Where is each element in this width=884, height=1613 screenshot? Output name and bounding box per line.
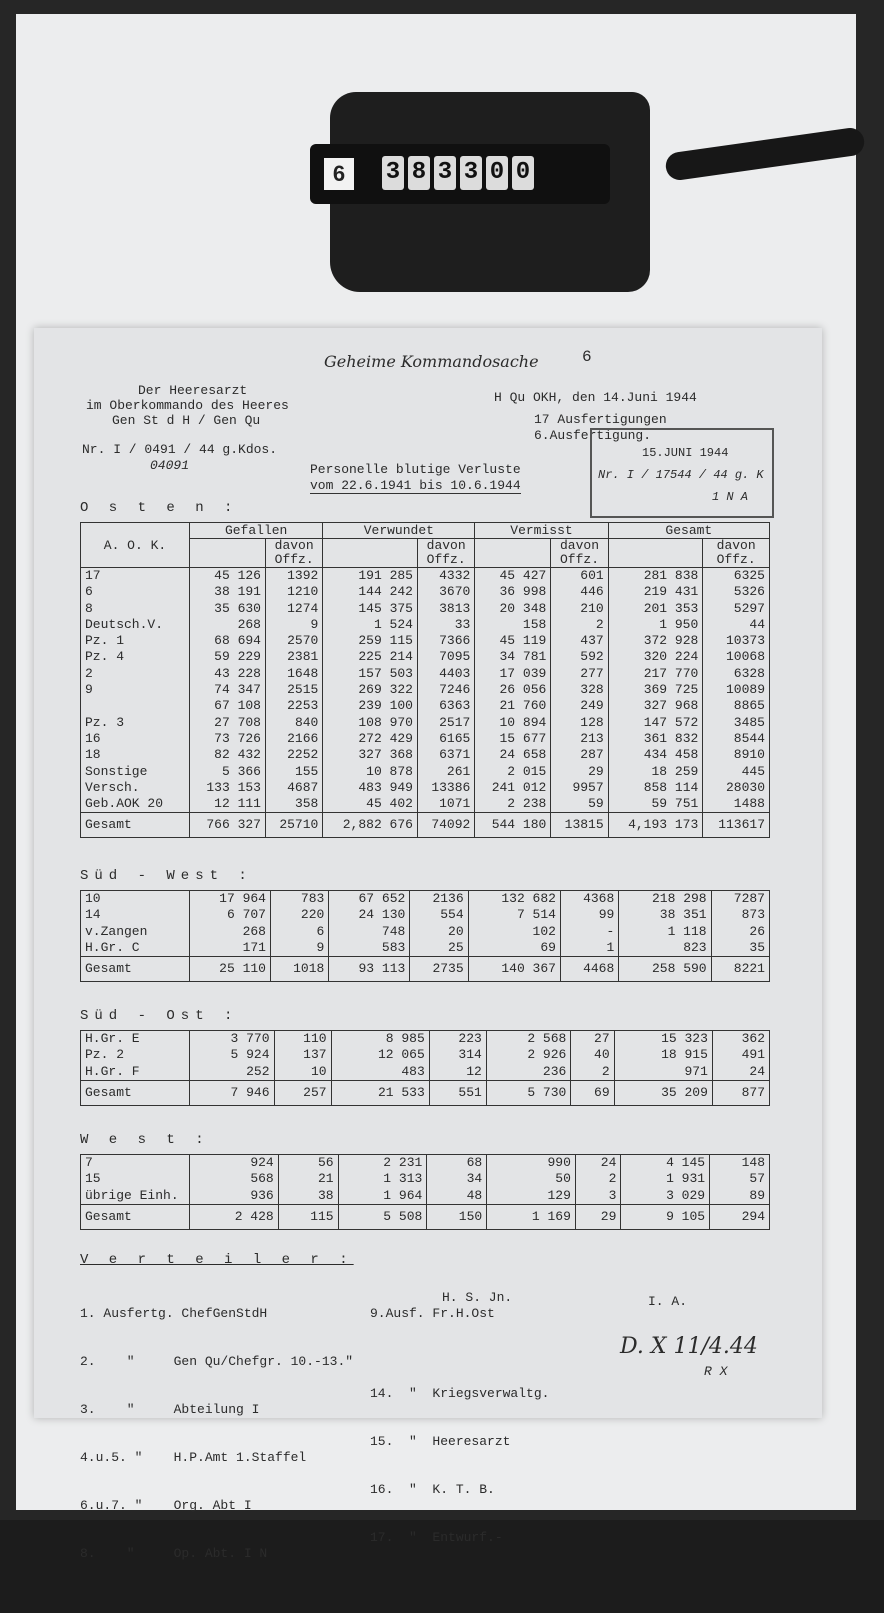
cell-list: 15 323 18 915 971 bbox=[614, 1031, 712, 1081]
distribution-item: 4.u.5. " H.P.Amt 1.Staffel bbox=[80, 1450, 307, 1465]
distribution-item: H. S. Jn. bbox=[442, 1290, 513, 1305]
total-cell: 5 508 bbox=[338, 1204, 427, 1229]
cell-list: H.Gr. E Pz. 2 H.Gr. F bbox=[81, 1031, 190, 1081]
cell-list: 56 21 38 bbox=[278, 1155, 338, 1205]
cell-list: 7287 873 26 35 bbox=[711, 891, 769, 957]
distribution-item: 17. " Entwurf.- bbox=[370, 1530, 503, 1545]
counter-digit: 8 bbox=[408, 156, 430, 190]
cell-list: 3 770 5 924 252 bbox=[190, 1031, 275, 1081]
cell-list: 67 652 24 130 748 583 bbox=[329, 891, 410, 957]
copies-line: 17 Ausfertigungen bbox=[534, 412, 667, 427]
column-header: Gesamt bbox=[608, 523, 769, 539]
column-subheader bbox=[190, 539, 266, 568]
stamp-initials: 1 N A bbox=[712, 490, 749, 504]
losses-table-sued-west bbox=[80, 890, 770, 982]
receipt-stamp bbox=[590, 428, 774, 518]
table-body bbox=[81, 1155, 770, 1205]
cell-list: 10 14 v.Zangen H.Gr. C bbox=[81, 891, 190, 957]
cell-list: 148 57 89 bbox=[710, 1155, 770, 1205]
column-header: A. O. K. bbox=[81, 523, 190, 568]
subject-line: Personelle blutige Verluste bbox=[310, 462, 521, 477]
column-subheader: davon Offz. bbox=[551, 539, 608, 568]
cell-list: 2 231 1 313 1 964 bbox=[338, 1155, 427, 1205]
total-cell: Gesamt bbox=[81, 1204, 190, 1229]
column-subheader bbox=[608, 539, 703, 568]
total-cell: 4468 bbox=[560, 957, 618, 982]
issuer-line: im Oberkommando des Heeres bbox=[86, 398, 289, 413]
counter-digit: 3 bbox=[460, 156, 482, 190]
counter-digit: 0 bbox=[512, 156, 534, 190]
total-cell: Gesamt bbox=[81, 813, 190, 838]
distribution-item: 14. " Kriegsverwaltg. bbox=[370, 1386, 550, 1401]
distribution-left bbox=[80, 1274, 353, 1594]
column-subheader: davon Offz. bbox=[265, 539, 322, 568]
cell-list: 8 985 12 065 483 bbox=[331, 1031, 429, 1081]
total-cell: 257 bbox=[274, 1080, 331, 1105]
subject-line: vom 22.6.1941 bis 10.6.1944 bbox=[310, 478, 521, 493]
signature-ia: I. A. bbox=[648, 1294, 688, 1309]
cell-list: 191 285 144 242 145 375 1 524 259 115 225 214 157 503 269 322 239 100 108 970 272 429 327 368 10 878 483 949 45 402 bbox=[323, 568, 418, 813]
table-body bbox=[81, 568, 770, 813]
cell-list: 990 50 129 bbox=[487, 1155, 576, 1205]
distribution-item: 16. " K. T. B. bbox=[370, 1482, 495, 1497]
total-cell: 9 105 bbox=[621, 1204, 710, 1229]
total-cell: 25710 bbox=[265, 813, 322, 838]
signature: D. X 11/4.44 bbox=[620, 1334, 758, 1359]
table-body bbox=[81, 1031, 770, 1081]
total-cell: 4,193 173 bbox=[608, 813, 703, 838]
cell-list: 7 15 übrige Einh. bbox=[81, 1155, 190, 1205]
distribution-title: V e r t e i l e r : bbox=[80, 1252, 354, 1268]
cell-list: 110 137 10 bbox=[274, 1031, 331, 1081]
total-cell: 2 428 bbox=[190, 1204, 279, 1229]
distribution-item: 9.Ausf. Fr.H.Ost bbox=[370, 1306, 495, 1321]
column-subheader: davon Offz. bbox=[417, 539, 474, 568]
cell-list: 223 314 12 bbox=[429, 1031, 486, 1081]
total-cell: Gesamt bbox=[81, 1080, 190, 1105]
distribution-item: 3. " Abteilung I bbox=[80, 1402, 260, 1417]
cell-list: 24 2 3 bbox=[575, 1155, 620, 1205]
total-cell: 115 bbox=[278, 1204, 338, 1229]
total-cell: 877 bbox=[712, 1080, 769, 1105]
issuer-line: Der Heeresarzt bbox=[138, 383, 248, 398]
document-page bbox=[34, 328, 822, 1561]
total-cell: 2,882 676 bbox=[323, 813, 418, 838]
counter-lever: 6 bbox=[324, 158, 354, 190]
counter-digit: 0 bbox=[486, 156, 508, 190]
total-cell: 13815 bbox=[551, 813, 608, 838]
total-cell: 69 bbox=[571, 1080, 614, 1105]
total-cell: 1 169 bbox=[487, 1204, 576, 1229]
distribution-item: 8. " Op. Abt. I N bbox=[80, 1546, 268, 1561]
total-cell: 74092 bbox=[417, 813, 474, 838]
column-header: Gefallen bbox=[190, 523, 323, 539]
distribution-item: 2. " Gen Qu/Chefgr. 10.-13." bbox=[80, 1354, 354, 1369]
cell-list: 2136 554 20 25 bbox=[410, 891, 468, 957]
total-cell: 5 730 bbox=[486, 1080, 571, 1105]
total-row bbox=[81, 957, 770, 982]
cell-list: 4 145 1 931 3 029 bbox=[621, 1155, 710, 1205]
cell-list: 45 126 38 191 35 630 268 68 694 59 229 43 228 74 347 67 108 27 708 73 726 82 432 5 366 133 153 12 111 bbox=[190, 568, 266, 813]
losses-table-sued-ost bbox=[80, 1030, 770, 1106]
total-cell: 21 533 bbox=[331, 1080, 429, 1105]
frame-counter bbox=[310, 92, 670, 297]
total-row bbox=[81, 1080, 770, 1105]
total-cell: 551 bbox=[429, 1080, 486, 1105]
reference-number: Nr. I / 0491 / 44 g.Kdos. bbox=[82, 442, 278, 457]
column-header: Vermisst bbox=[475, 523, 608, 539]
reference-correction: 04091 bbox=[150, 458, 190, 473]
cell-list: 68 34 48 bbox=[427, 1155, 487, 1205]
stamp-number: Nr. I / 17544 / 44 g. K bbox=[598, 468, 764, 482]
section-title: W e s t : bbox=[80, 1132, 210, 1148]
total-cell: 113617 bbox=[703, 813, 770, 838]
column-subheader bbox=[475, 539, 551, 568]
total-cell: 35 209 bbox=[614, 1080, 712, 1105]
table-body bbox=[81, 891, 770, 957]
cell-list: 2 568 2 926 236 bbox=[486, 1031, 571, 1081]
total-cell: 29 bbox=[575, 1204, 620, 1229]
total-row bbox=[81, 813, 770, 838]
column-subheader bbox=[323, 539, 418, 568]
cell-list: 1392 1210 1274 9 2570 2381 1648 2515 2253 840 2166 2252 155 4687 358 bbox=[265, 568, 322, 813]
cell-list: 6325 5326 5297 44 10373 10068 6328 10089 8865 3485 8544 8910 445 28030 1488 bbox=[703, 568, 770, 813]
cell-list: 783 220 6 9 bbox=[270, 891, 328, 957]
cell-list: 17 964 6 707 268 171 bbox=[190, 891, 271, 957]
cell-list: 601 446 210 2 437 592 277 328 249 128 213 287 29 9957 59 bbox=[551, 568, 608, 813]
cell-list: 17 6 8 Deutsch.V. Pz. 1 Pz. 4 2 9 Pz. 3 16 18 Sonstige Versch. Geb.AOK 20 bbox=[81, 568, 190, 813]
distribution-item: 15. " Heeresarzt bbox=[370, 1434, 511, 1449]
cell-list: 362 491 24 bbox=[712, 1031, 769, 1081]
classification-copy: 6 bbox=[582, 348, 592, 366]
total-row bbox=[81, 1204, 770, 1229]
copies-line: 6.Ausfertigung. bbox=[534, 428, 652, 443]
total-cell: 25 110 bbox=[190, 957, 271, 982]
total-cell: Gesamt bbox=[81, 957, 190, 982]
total-cell: 8221 bbox=[711, 957, 769, 982]
cell-list: 281 838 219 431 201 353 1 950 372 928 320 224 217 770 369 725 327 968 147 572 361 832 434 458 18 259 858 114 59 751 bbox=[608, 568, 703, 813]
place-date: H Qu OKH, den 14.Juni 1944 bbox=[494, 390, 697, 405]
counter-digit: 3 bbox=[434, 156, 456, 190]
distribution-item: 6.u.7. " Org. Abt I bbox=[80, 1498, 252, 1513]
column-subheader: davon Offz. bbox=[703, 539, 770, 568]
classification-title: Geheime Kommandosache bbox=[324, 352, 539, 371]
total-cell: 150 bbox=[427, 1204, 487, 1229]
total-cell: 544 180 bbox=[475, 813, 551, 838]
losses-table-osten bbox=[80, 522, 770, 838]
cell-list: 924 568 936 bbox=[190, 1155, 279, 1205]
cell-list: 4368 99 - 1 bbox=[560, 891, 618, 957]
cell-list: 132 682 7 514 102 69 bbox=[468, 891, 560, 957]
signature-initials: R X bbox=[704, 1364, 728, 1379]
stamp-date: 15.JUNI 1944 bbox=[642, 446, 729, 460]
total-cell: 93 113 bbox=[329, 957, 410, 982]
cell-list: 27 40 2 bbox=[571, 1031, 614, 1081]
total-cell: 258 590 bbox=[619, 957, 711, 982]
section-title: Süd - Ost : bbox=[80, 1008, 239, 1024]
total-cell: 766 327 bbox=[190, 813, 266, 838]
losses-table-west bbox=[80, 1154, 770, 1230]
total-cell: 140 367 bbox=[468, 957, 560, 982]
cell-list: 218 298 38 351 1 118 823 bbox=[619, 891, 711, 957]
cell-list: 45 427 36 998 20 348 158 45 119 34 781 17 039 26 056 21 760 10 894 15 677 24 658 2 015 241 012 2 238 bbox=[475, 568, 551, 813]
cell-list: 4332 3670 3813 33 7366 7095 4403 7246 6363 2517 6165 6371 261 13386 1071 bbox=[417, 568, 474, 813]
total-cell: 2735 bbox=[410, 957, 468, 982]
column-header: Verwundet bbox=[323, 523, 475, 539]
total-cell: 1018 bbox=[270, 957, 328, 982]
section-title: Süd - West : bbox=[80, 868, 253, 884]
total-cell: 294 bbox=[710, 1204, 770, 1229]
issuer-line: Gen St d H / Gen Qu bbox=[112, 413, 261, 428]
section-title: O s t e n : bbox=[80, 500, 239, 516]
distribution-item: 1. Ausfertg. ChefGenStdH bbox=[80, 1306, 268, 1321]
total-cell: 7 946 bbox=[190, 1080, 275, 1105]
distribution-right bbox=[370, 1274, 549, 1578]
counter-digit: 3 bbox=[382, 156, 404, 190]
